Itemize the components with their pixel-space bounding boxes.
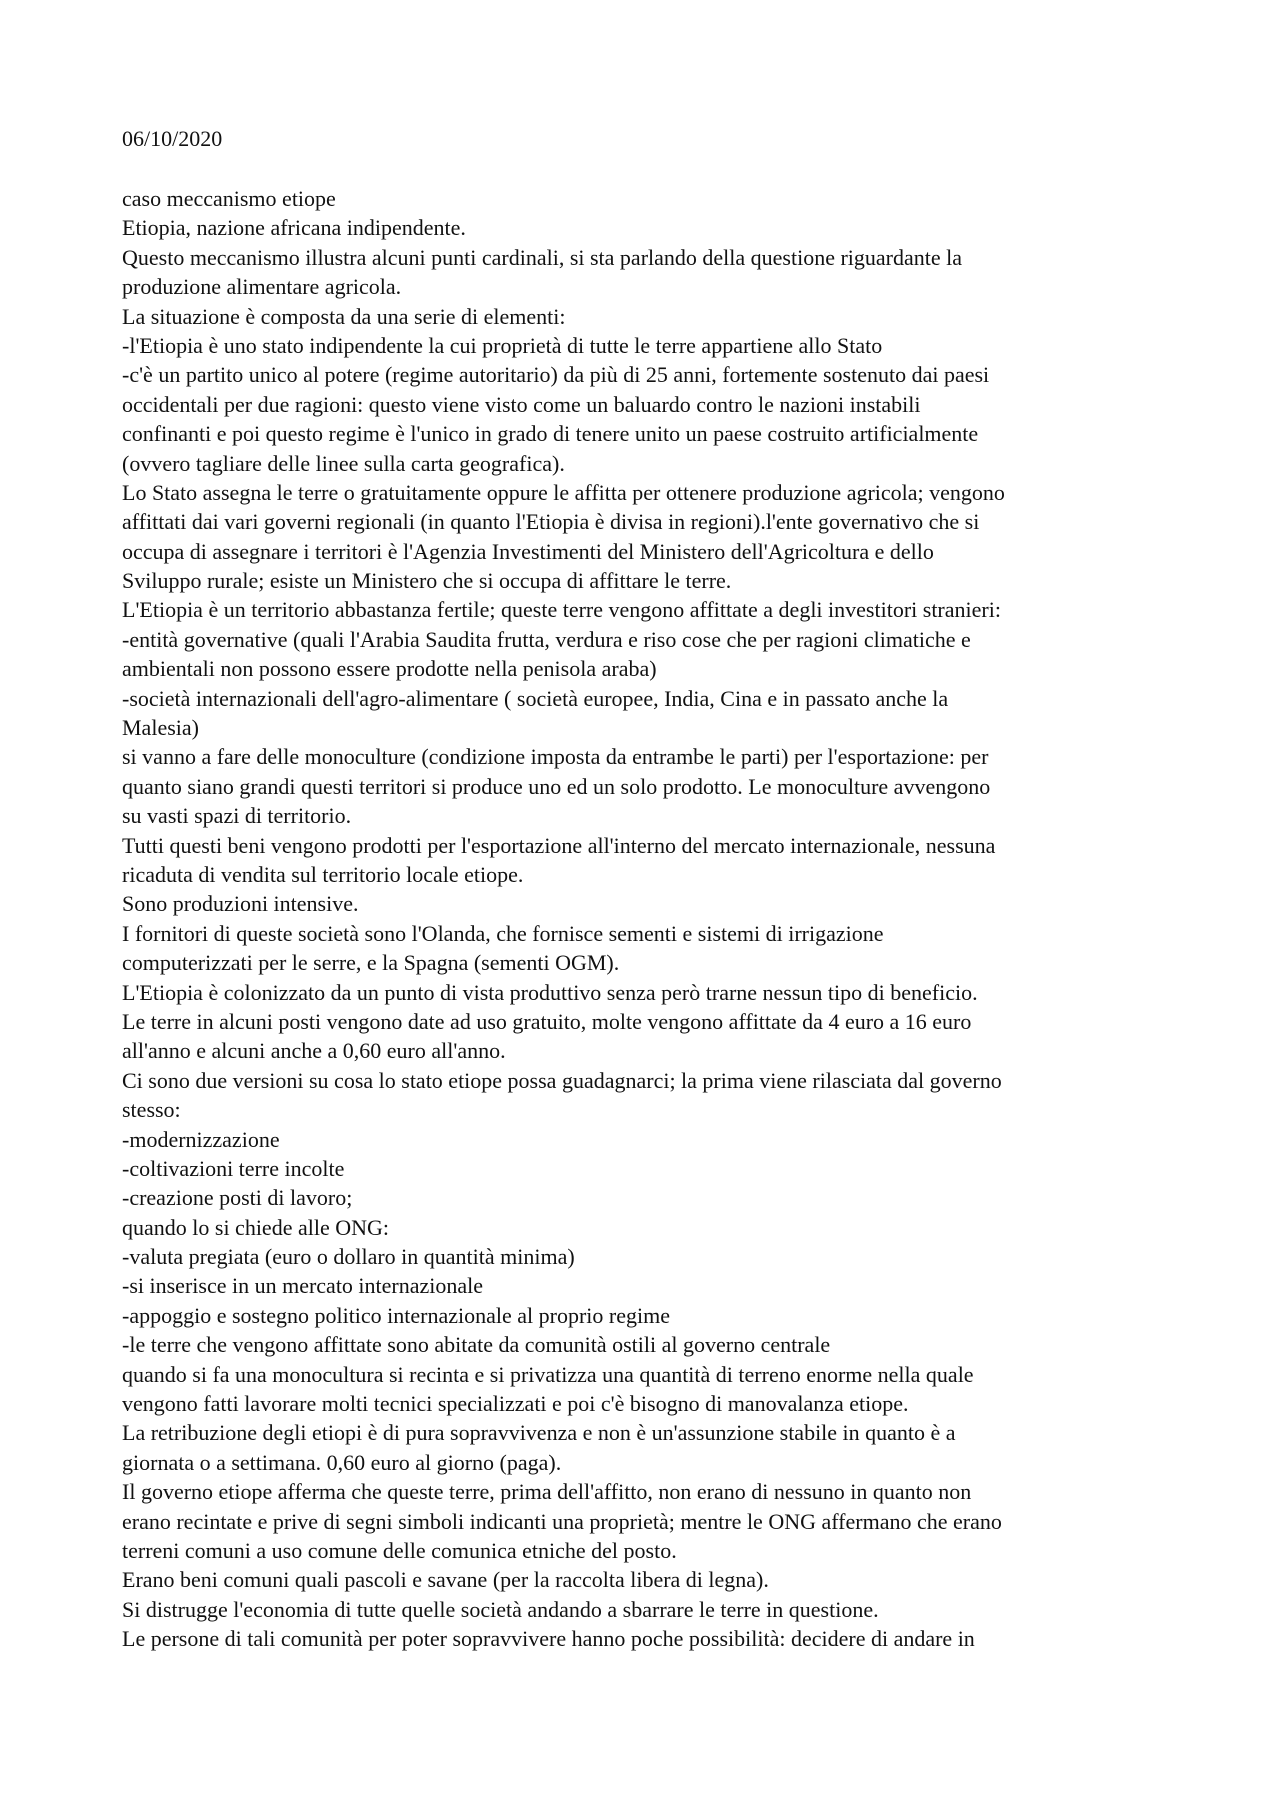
text-line: erano recintate e prive di segni simboli indicanti una proprietà; mentre le ONG affermano che erano — [122, 1508, 1002, 1534]
text-line: L'Etiopia è colonizzato da un punto di vista produttivo senza però trarne nessun tipo di beneficio. — [122, 979, 978, 1005]
text-line: Sviluppo rurale; esiste un Ministero che si occupa di affittare le terre. — [122, 568, 732, 594]
text-line: -entità governative (quali l'Arabia Saudita frutta, verdura e riso cose che per ragioni climatiche e — [122, 626, 971, 652]
text-line: computerizzati per le serre, e la Spagna (sementi OGM). — [122, 950, 620, 976]
text-line: -coltivazioni terre incolte — [122, 1155, 345, 1181]
text-line: I fornitori di queste società sono l'Olanda, che fornisce sementi e sistemi di irrigazione — [122, 920, 884, 946]
text-line: Etiopia, nazione africana indipendente. — [122, 215, 466, 241]
text-line: Ci sono due versioni su cosa lo stato etiope possa guadagnarci; la prima viene rilasciata dal governo — [122, 1067, 1002, 1093]
text-line: Lo Stato assegna le terre o gratuitamente oppure le affitta per ottenere produzione agricola; vengono — [122, 479, 1005, 505]
text-line: Tutti questi beni vengono prodotti per l'esportazione all'interno del mercato internazionale, nessuna — [122, 832, 996, 858]
text-line: -società internazionali dell'agro-alimentare ( società europee, India, Cina e in passato anche la — [122, 685, 949, 711]
text-line: Il governo etiope afferma che queste terre, prima dell'affitto, non erano di nessuno in quanto non — [122, 1479, 972, 1505]
text-line: produzione alimentare agricola. — [122, 274, 402, 300]
text-line: occidentali per due ragioni: questo viene visto come un baluardo contro le nazioni instabili — [122, 391, 921, 417]
text-line: -si inserisce in un mercato internazionale — [122, 1273, 484, 1299]
text-line: -valuta pregiata (euro o dollaro in quantità minima) — [122, 1244, 575, 1270]
text-line: all'anno e alcuni anche a 0,60 euro all'anno. — [122, 1038, 506, 1064]
text-line: La situazione è composta da una serie di elementi: — [122, 303, 566, 329]
document-date: 06/10/2020 — [122, 126, 223, 151]
text-line: ricaduta di vendita sul territorio locale etiope. — [122, 861, 524, 887]
text-line: Sono produzioni intensive. — [122, 891, 359, 917]
text-line: affittati dai vari governi regionali (in quanto l'Etiopia è divisa in regioni).l'ente governativo che si — [122, 509, 980, 535]
text-line: ambientali non possono essere prodotte nella penisola araba) — [122, 656, 657, 682]
text-line: quando si fa una monocultura si recinta e si privatizza una quantità di terreno enorme nella quale — [122, 1361, 974, 1387]
text-line: confinanti e poi questo regime è l'unico in grado di tenere unito un paese costruito artificialmente — [122, 421, 979, 447]
text-line: Le persone di tali comunità per poter sopravvivere hanno poche possibilità: decidere di andare in — [122, 1626, 975, 1652]
text-line: Si distrugge l'economia di tutte quelle società andando a sbarrare le terre in questione. — [122, 1596, 879, 1622]
text-line: quanto siano grandi questi territori si produce uno ed un solo prodotto. Le monoculture avvengono — [122, 773, 991, 799]
text-line: si vanno a fare delle monoculture (condizione imposta da entrambe le parti) per l'esportazione: per — [122, 744, 989, 770]
text-line: -c'è un partito unico al potere (regime autoritario) da più di 25 anni, fortemente sostenuto dai paesi — [122, 362, 990, 388]
text-line: quando lo si chiede alle ONG: — [122, 1214, 389, 1240]
text-line: L'Etiopia è un territorio abbastanza fertile; queste terre vengono affittate a degli investitori stranieri: — [122, 597, 1001, 623]
text-line: (ovvero tagliare delle linee sulla carta geografica). — [122, 450, 565, 476]
text-line: giornata o a settimana. 0,60 euro al giorno (paga). — [122, 1449, 562, 1475]
text-line: Malesia) — [122, 715, 199, 741]
text-line: Le terre in alcuni posti vengono date ad uso gratuito, molte vengono affittate da 4 euro a 16 euro — [122, 1008, 972, 1034]
text-line: -modernizzazione — [122, 1126, 280, 1152]
text-line: -creazione posti di lavoro; — [122, 1185, 353, 1211]
text-line: stesso: — [122, 1097, 181, 1123]
text-line: caso meccanismo etiope — [122, 186, 336, 211]
text-line: terreni comuni a uso comune delle comunica etniche del posto. — [122, 1537, 677, 1563]
text-line: Erano beni comuni quali pascoli e savane (per la raccolta libera di legna). — [122, 1567, 769, 1593]
text-line: -le terre che vengono affittate sono abitate da comunità ostili al governo centrale — [122, 1332, 831, 1358]
text-line: vengono fatti lavorare molti tecnici specializzati e poi c'è bisogno di manovalanza etiope. — [122, 1391, 909, 1417]
text-line: -l'Etiopia è uno stato indipendente la cui proprietà di tutte le terre appartiene allo Stato — [122, 332, 883, 358]
text-line: occupa di assegnare i territori è l'Agenzia Investimenti del Ministero dell'Agricoltura e dello — [122, 538, 934, 564]
text-line: La retribuzione degli etiopi è di pura sopravvivenza e non è un'assunzione stabile in quanto è a — [122, 1420, 956, 1446]
text-line: su vasti spazi di territorio. — [122, 803, 352, 829]
text-line: Questo meccanismo illustra alcuni punti cardinali, si sta parlando della questione riguardante la — [122, 244, 963, 270]
document-body — [122, 184, 1182, 1654]
text-line: -appoggio e sostegno politico internazionale al proprio regime — [122, 1302, 671, 1328]
